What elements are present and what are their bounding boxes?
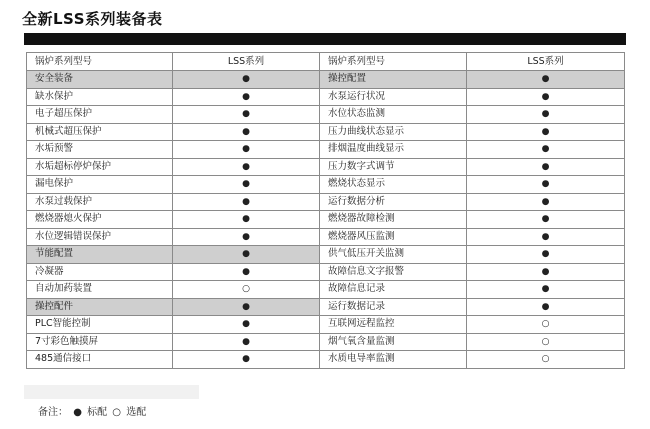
equipment-table-body [27, 53, 625, 369]
table-row [27, 211, 625, 229]
right-item-mark: ● [467, 106, 625, 124]
legend-label: 备注： [38, 407, 68, 418]
table-row [27, 88, 625, 106]
table-row [27, 263, 625, 281]
left-item-mark: ● [173, 176, 320, 194]
right-item-mark: ○ [467, 316, 625, 334]
table-row [27, 228, 625, 246]
left-item-mark: ● [173, 316, 320, 334]
left-item-mark: ● [173, 333, 320, 351]
right-item-mark: ● [467, 88, 625, 106]
right-item-mark: ● [467, 211, 625, 229]
right-item-mark: ● [467, 71, 625, 89]
header-model-left: 锅炉系列型号 [27, 53, 173, 71]
left-item-name: 485通信接口 [27, 351, 173, 369]
right-item-name: 水泵运行状况 [320, 88, 467, 106]
title-divider-bar [24, 33, 626, 45]
right-item-name: 燃烧器风压监测 [320, 228, 467, 246]
right-item-name: 供气低压开关监测 [320, 246, 467, 264]
left-item-name: 缺水保护 [27, 88, 173, 106]
right-item-mark: ● [467, 158, 625, 176]
left-item-name: 节能配置 [27, 246, 173, 264]
left-item-name: 水泵过载保护 [27, 193, 173, 211]
table-row [27, 316, 625, 334]
legend-background [24, 385, 199, 399]
right-item-name: 运行数据分析 [320, 193, 467, 211]
header-series-right: LSS系列 [467, 53, 625, 71]
right-item-mark: ○ [467, 351, 625, 369]
left-item-name: 机械式超压保护 [27, 123, 173, 141]
right-item-mark: ● [467, 141, 625, 159]
equipment-table [26, 52, 625, 369]
right-item-name: 烟气氧含量监测 [320, 333, 467, 351]
table-row [27, 351, 625, 369]
left-item-name: 水位逻辑错误保护 [27, 228, 173, 246]
right-item-mark: ● [467, 263, 625, 281]
right-item-mark: ● [467, 176, 625, 194]
right-item-name: 互联网远程监控 [320, 316, 467, 334]
table-row [27, 246, 625, 264]
page-title: 全新LSS系列装备表 [22, 10, 163, 28]
legend-standard-label: 标配 [87, 407, 108, 418]
left-item-mark: ● [173, 298, 320, 316]
right-item-name: 压力曲线状态显示 [320, 123, 467, 141]
left-item-name: 自动加药装置 [27, 281, 173, 299]
table-row [27, 298, 625, 316]
legend [38, 403, 148, 418]
legend-optional-symbol: ○ [112, 407, 122, 418]
right-item-mark: ● [467, 246, 625, 264]
table-row [27, 141, 625, 159]
left-item-mark: ● [173, 158, 320, 176]
right-item-mark: ○ [467, 333, 625, 351]
right-item-mark: ● [467, 193, 625, 211]
legend-standard-symbol: ● [73, 407, 82, 418]
left-item-name: 操控配件 [27, 298, 173, 316]
left-item-mark: ● [173, 88, 320, 106]
right-item-mark: ● [467, 228, 625, 246]
right-item-name: 水位状态监测 [320, 106, 467, 124]
left-item-mark: ● [173, 211, 320, 229]
left-item-name: 漏电保护 [27, 176, 173, 194]
right-item-name: 故障信息记录 [320, 281, 467, 299]
right-item-mark: ● [467, 123, 625, 141]
header-series-left: LSS系列 [173, 53, 320, 71]
left-item-name: 安全装备 [27, 71, 173, 89]
left-item-mark: ○ [173, 281, 320, 299]
left-item-mark: ● [173, 351, 320, 369]
left-item-name: 水垢超标停炉保护 [27, 158, 173, 176]
right-item-name: 故障信息文字报警 [320, 263, 467, 281]
left-item-name: 7寸彩色触摸屏 [27, 333, 173, 351]
table-row [27, 281, 625, 299]
legend-optional-label: 选配 [126, 407, 147, 418]
header-model-right: 锅炉系列型号 [320, 53, 467, 71]
right-item-mark: ● [467, 298, 625, 316]
right-item-name: 燃烧状态显示 [320, 176, 467, 194]
left-item-mark: ● [173, 246, 320, 264]
table-row [27, 176, 625, 194]
table-row [27, 158, 625, 176]
right-item-name: 水质电导率监测 [320, 351, 467, 369]
left-item-mark: ● [173, 193, 320, 211]
left-item-mark: ● [173, 141, 320, 159]
table-row [27, 106, 625, 124]
left-item-name: PLC智能控制 [27, 316, 173, 334]
left-item-name: 燃烧器熄火保护 [27, 211, 173, 229]
right-item-mark: ● [467, 281, 625, 299]
table-row [27, 333, 625, 351]
left-item-name: 水垢预警 [27, 141, 173, 159]
left-item-name: 冷凝器 [27, 263, 173, 281]
right-item-name: 操控配置 [320, 71, 467, 89]
table-row [27, 193, 625, 211]
left-item-mark: ● [173, 228, 320, 246]
left-item-mark: ● [173, 263, 320, 281]
table-header-row [27, 53, 625, 71]
right-item-name: 燃烧器故障检测 [320, 211, 467, 229]
left-item-mark: ● [173, 106, 320, 124]
right-item-name: 压力数字式调节 [320, 158, 467, 176]
right-item-name: 运行数据记录 [320, 298, 467, 316]
left-item-mark: ● [173, 71, 320, 89]
table-row [27, 71, 625, 89]
left-item-mark: ● [173, 123, 320, 141]
left-item-name: 电子超压保护 [27, 106, 173, 124]
right-item-name: 排烟温度曲线显示 [320, 141, 467, 159]
table-row [27, 123, 625, 141]
